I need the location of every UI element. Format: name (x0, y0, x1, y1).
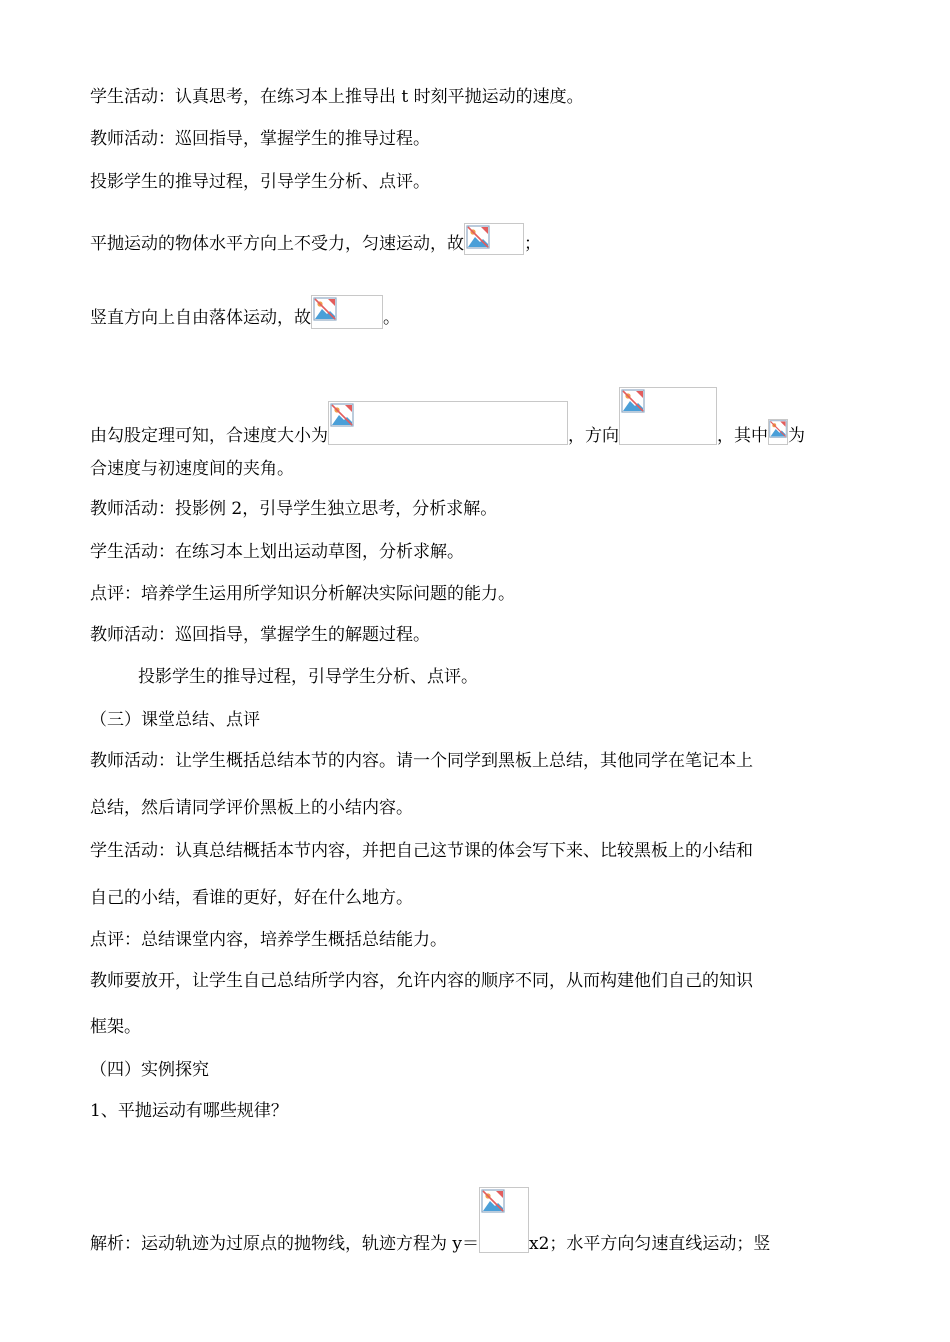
broken-image-icon (621, 389, 645, 413)
analysis-text: 解析：运动轨迹为过原点的抛物线，轨迹方程为 y＝ (90, 1234, 480, 1254)
broken-image-icon (481, 1189, 505, 1213)
section-heading-summary: （三）课堂总结、点评 (90, 710, 260, 730)
para-projection-1: 投影学生的推导过程，引导学生分析、点评。 (90, 172, 430, 192)
para-student-summary-1: 学生活动：认真总结概括本节内容，并把自己这节课的体会写下来、比较黑板上的小结和 (90, 841, 753, 861)
para-teacher-summary-2: 总结，然后请同学评价黑板上的小结内容。 (90, 798, 413, 818)
broken-image-icon (313, 297, 337, 321)
para-horizontal-motion (90, 223, 541, 255)
para-analysis (90, 1187, 770, 1255)
broken-image-icon (769, 420, 787, 438)
direction-text: ，方向 (568, 426, 619, 446)
para-student-sketch: 学生活动：在练习本上划出运动草图，分析求解。 (90, 542, 464, 562)
section-heading-examples: （四）实例探究 (90, 1060, 209, 1080)
para-teacher-open-2: 框架。 (90, 1017, 141, 1037)
formula-image-speed (328, 401, 568, 445)
formula-image-horizontal (464, 223, 524, 255)
horizontal-motion-text: 平抛运动的物体水平方向上不受力，匀速运动，故 (90, 234, 464, 254)
pythagoras-text: 由勾股定理可知，合速度大小为 (90, 426, 328, 446)
para-student-summary-2: 自己的小结，看谁的更好，好在什么地方。 (90, 888, 413, 908)
para-pythagoras (90, 387, 805, 447)
para-teacher-activity-1: 教师活动：巡回指导，掌握学生的推导过程。 (90, 129, 430, 149)
vertical-motion-text: 竖直方向上自由落体运动，故 (90, 308, 311, 328)
para-vertical-motion (90, 295, 400, 329)
para-teacher-summary-1: 教师活动：让学生概括总结本节的内容。请一个同学到黑板上总结，其他同学在笔记本上 (90, 751, 753, 771)
broken-image-icon (466, 225, 490, 249)
broken-image-icon (330, 403, 354, 427)
question-1: 1、平抛运动有哪些规律？ (90, 1101, 288, 1121)
para-student-activity-1: 学生活动：认真思考，在练习本上推导出 t 时刻平抛运动的速度。 (90, 87, 584, 107)
para-comment-2: 点评：总结课堂内容，培养学生概括总结能力。 (90, 930, 447, 950)
formula-image-vertical (311, 295, 383, 329)
where-text: ，其中 (717, 426, 768, 446)
analysis-text-cont: x2；水平方向匀速直线运动；竖 (529, 1234, 771, 1254)
para-teacher-open-1: 教师要放开，让学生自己总结所学内容，允许内容的顺序不同，从而构建他们自己的知识 (90, 971, 753, 991)
para-comment-1: 点评：培养学生运用所学知识分析解决实际问题的能力。 (90, 584, 515, 604)
para-projection-2: 投影学生的推导过程，引导学生分析、点评。 (138, 667, 478, 687)
para-angle-definition: 合速度与初速度间的夹角。 (90, 459, 294, 479)
formula-image-direction (619, 387, 717, 445)
para-teacher-example-2: 教师活动：投影例 2，引导学生独立思考，分析求解。 (90, 499, 498, 519)
punct-semicolon: ； (524, 234, 541, 254)
is-text: 为 (788, 426, 805, 446)
formula-image-angle (768, 419, 788, 445)
punct-period: 。 (383, 308, 400, 328)
para-teacher-activity-2: 教师活动：巡回指导，掌握学生的解题过程。 (90, 625, 430, 645)
formula-image-trajectory (479, 1187, 529, 1253)
